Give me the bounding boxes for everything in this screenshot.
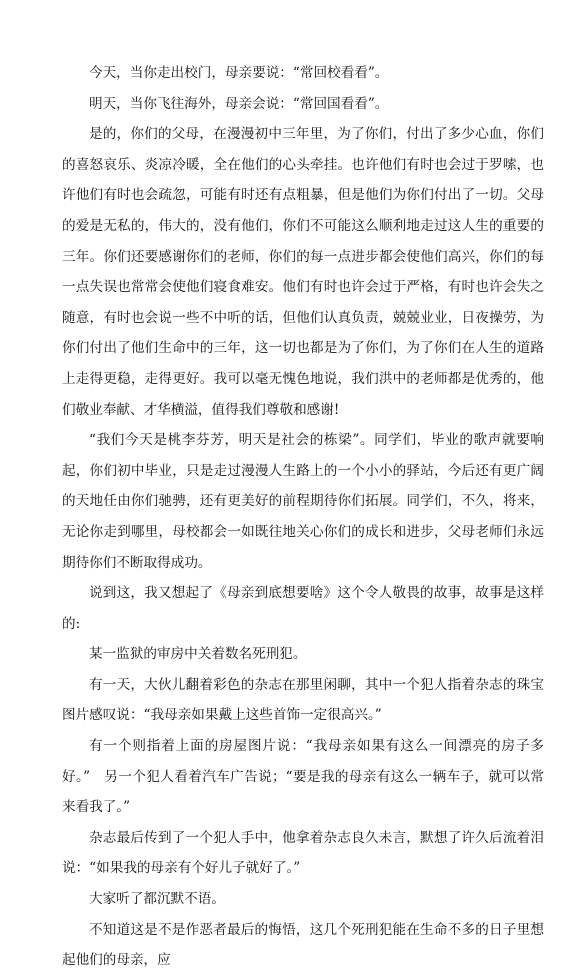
paragraph-2: 明天，当你飞往海外，母亲会说：“常回国看看”。 [89,95,389,112]
paragraph-5: 说到这，我又想起了《母亲到底想要啥》这个令人敬畏的故事，故事是这样的: [62,585,544,632]
paragraph-8: 有一个则指着上面的房屋图片说：“我母亲如果有这么一间漂亮的房子多好。” 另一个犯人看着汽车广告说；“要是我的母亲有这么一辆车子，就可以常来看我了。” [62,738,544,816]
paragraph-9: 杂志最后传到了一个犯人手中，他拿着杂志良久未言，默想了许久后流着泪说：“如果我的母亲有个好儿子就好了。” [62,829,544,877]
paragraph-11: 不知道这是不是作恶者最后的悔悟，这几个死刑犯能在生命不多的日子里想起他们的母亲，应 [62,921,544,969]
paragraph-10: 大家听了都沉默不语。 [89,891,225,908]
paragraph-7: 有一天，大伙儿翻着彩色的杂志在那里闲聊，其中一个犯人指着杂志的珠宝图片感叹说：“我母亲如果戴上这些首饰一定很高兴。” [62,676,544,724]
paragraph-1: 今天，当你走出校门，母亲要说：“常回校看看”。 [89,65,389,81]
paragraph-3: 是的，你们的父母，在漫漫初中三年里，为了你们，付出了多少心血，你们的喜怒哀乐、炎凉冷暖，全在他们的心头牵挂。也许他们有时也会过于罗嗦，也许他们有时也会疏忽，可能有时还有点粗暴，但是他们为你们付出了一切。父母的爱是无私的，伟大的，没有他们，你们不可能这么顺利地走过这人生的重要的三年。你们还要感谢你们的老师，你们的每一点进步都会使他们高兴，你们的每一点失误也常常会使他们寝食难安。他们有时也许会过于严格，有时也许会失之随意，有时也会说一些不中听的话，但他们认真负责，兢兢业业，日夜操劳，为你们付出了他们生命中的三年，这一切也都是为了你们，为了你们在人生的道路上走得更稳，走得更好。我可以毫无愧色地说，我们洪中的老师都是优秀的，他们敬业奉献、才华横溢，值得我们尊敬和感谢! [62,126,544,418]
paragraph-4: “我们今天是桃李芬芳，明天是社会的栋梁”。同学们，毕业的歌声就要响起，你们初中毕业，只是走过漫漫人生路上的一个小小的驿站，今后还有更广阔的天地任由你们驰骋，还有更美好的前程期待你们拓展。同学们，不久，将来，无论你走到哪里，母校都会一如既往地关心你们的成长和进步，父母老师们永远期待你们不断取得成功。 [62,432,544,571]
paragraph-6: 某一监狱的审房中关着数名死刑犯。 [89,646,307,663]
